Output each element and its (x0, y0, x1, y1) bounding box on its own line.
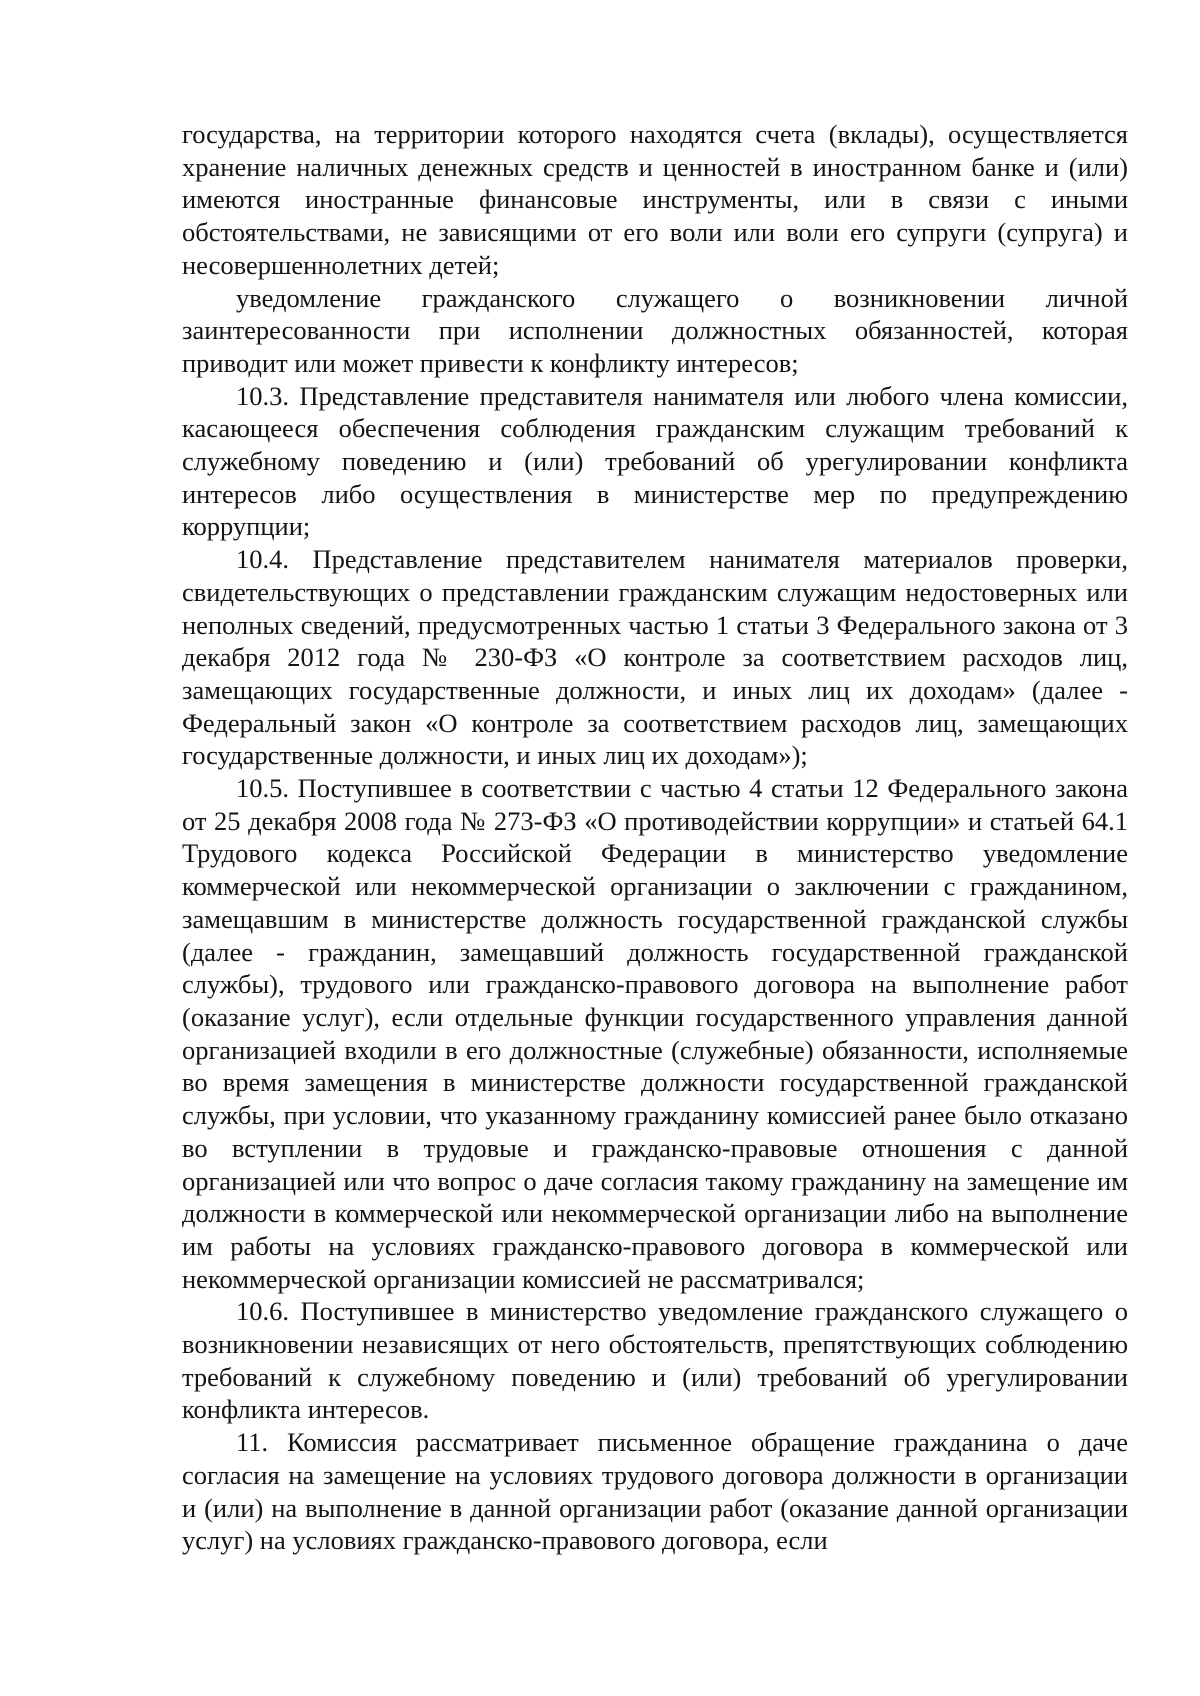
paragraph-notification-interest: уведомление гражданского служащего о возникновении личной заинтересованности при исполнении должностных обязанностей, которая приводит или может привести к конфликту интересов; (182, 282, 1128, 378)
paragraph-10-6: 10.6. Поступившее в министерство уведомление гражданского служащего о возникновении независящих от него обстоятельств, препятствующих соблюдению требований к служебному поведению и (или) требований об урегулировании конфликта интересов. (182, 1296, 1128, 1425)
paragraph-continuation: государства, на территории которого находятся счета (вклады), осуществляется хранение наличных денежных средств и ценностей в иностранном банке и (или) имеются иностранные финансовые инструменты, или в связи с иными обстоятельствами, не зависящими от его воли или воли его супруги (супруга) и несовершеннолетних детей; (182, 119, 1128, 280)
paragraph-11: 11. Комиссия рассматривает письменное обращение гражданина о даче согласия на замещение на условиях трудового договора должности в организации и (или) на выполнение в данной организации работ (оказание данной организации услуг) на условиях гражданско-правового договора, если (182, 1427, 1128, 1556)
paragraph-10-3: 10.3. Представление представителя нанимателя или любого члена комиссии, касающееся обеспечения соблюдения гражданским служащим требований к служебному поведению и (или) требований об урегулировании конфликта интересов либо осуществления в министерстве мер по предупреждению коррупции; (182, 380, 1128, 542)
document-body (182, 118, 1128, 1557)
paragraph-10-4: 10.4. Представление представителем нанимателя материалов проверки, свидетельствующих о представлении гражданским служащим недостоверных или неполных сведений, предусмотренных частью 1 статьи 3 Федерального закона от 3 декабря 2012 года № 230-ФЗ «О контроле за соответствием расходов лиц, замещающих государственные должности, и иных лиц их доходам» (далее - Федеральный закон «О контроле за соответствием расходов лиц, замещающих государственные должности, и иных лиц их доходам»); (182, 544, 1128, 771)
paragraph-10-5: 10.5. Поступившее в соответствии с частью 4 статьи 12 Федерального закона от 25 декабря 2008 года № 273-ФЗ «О противодействии коррупции» и статьей 64.1 Трудового кодекса Российской Федерации в министерство уведомление коммерческой или некоммерческой организации о заключении с гражданином, замещавшим в министерстве должность государственной гражданской службы (далее - гражданин, замещавший должность государственной гражданской службы), трудового или гражданско-правового договора на выполнение работ (оказание услуг), если отдельные функции государственного управления данной организацией входили в его должностные (служебные) обязанности, исполняемые во время замещения в министерстве должности государственной гражданской службы, при условии, что указанному гражданину комиссией ранее было отказано во вступлении в трудовые и гражданско-правовые отношения с данной организацией или что вопрос о даче согласия такому гражданину на замещение им должности в коммерческой или некоммерческой организации либо на выполнение им работы на условиях гражданско-правового договора в коммерческой или некоммерческой организации комиссией не рассматривался; (182, 773, 1128, 1294)
